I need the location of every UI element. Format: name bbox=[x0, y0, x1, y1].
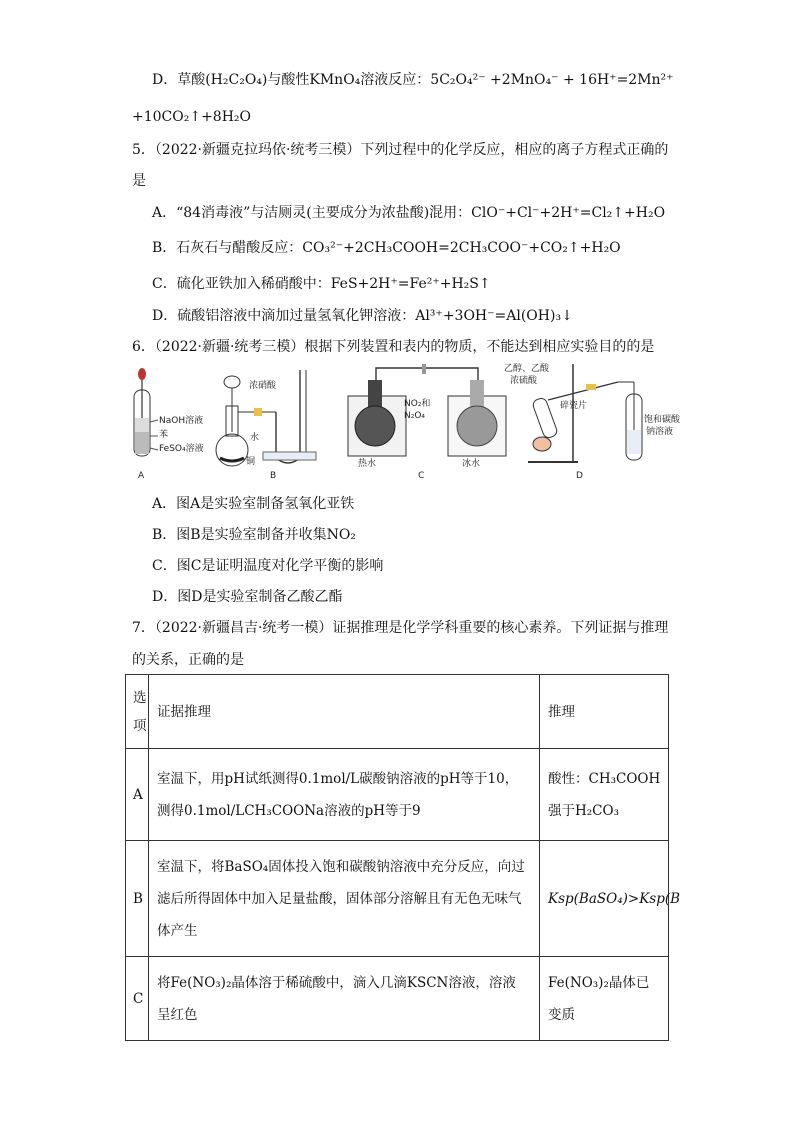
evidence-table bbox=[125, 674, 681, 1041]
row-b-inference: Ksp(BaSO₄)>Ksp(B bbox=[540, 841, 669, 957]
label-water: 水 bbox=[250, 433, 260, 443]
row-b-evidence-line: 体产生 bbox=[157, 922, 198, 939]
label-c: C bbox=[418, 471, 425, 481]
header-option: 选项 bbox=[126, 675, 149, 749]
label-ice-water: 冰水 bbox=[462, 459, 481, 469]
row-c-inference-line: Fe(NO₃)₂晶体已 bbox=[548, 974, 650, 991]
row-c-evidence-line: 将Fe(NO₃)₂晶体溶于稀硫酸中，滴入几滴KSCN溶液，溶液 bbox=[157, 974, 516, 991]
delivery-tube bbox=[548, 382, 618, 400]
flask-hot bbox=[355, 406, 395, 446]
alcohol-lamp bbox=[533, 437, 551, 451]
header-evidence: 证据推理 bbox=[149, 675, 540, 749]
row-a-inference-line: 强于H₂CO₃ bbox=[548, 802, 619, 819]
label-hot-water: 热水 bbox=[358, 459, 377, 469]
label-ethanol-acid: 乙醇、乙酸 bbox=[504, 364, 550, 374]
row-a-inference-line: 酸性：CH₃COOH bbox=[548, 770, 661, 787]
apparatus-c bbox=[348, 364, 506, 481]
table-header-row bbox=[126, 675, 669, 749]
header-inference: 推理 bbox=[540, 675, 669, 749]
q6-option-c: C．图C是证明温度对化学平衡的影响 bbox=[152, 558, 384, 574]
row-c-inference-line: 变质 bbox=[548, 1006, 575, 1023]
label-a: A bbox=[138, 471, 145, 481]
q5-option-c: C．硫化亚铁加入稀硝酸中：FeS+2H⁺=Fe²⁺+H₂S↑ bbox=[152, 276, 491, 292]
row-b-option: B bbox=[126, 841, 149, 957]
row-a-evidence-line: 室温下，用pH试纸测得0.1mol/L碳酸钠溶液的pH等于10， bbox=[157, 770, 519, 787]
row-a-inference bbox=[540, 749, 669, 841]
row-b-evidence-line: 滤后所得固体中加入足量盐酸，固体部分溶解且有无色无味气 bbox=[157, 890, 522, 907]
row-c-evidence bbox=[149, 957, 540, 1041]
apparatus-b bbox=[216, 370, 316, 481]
apparatus-d bbox=[504, 362, 681, 481]
row-b-evidence-line: 室温下，将BaSO₄固体投入饱和碳酸钠溶液中充分反应，向过 bbox=[157, 858, 525, 875]
row-c-option: C bbox=[126, 957, 149, 1041]
apparatus-diagram bbox=[128, 360, 681, 484]
separatory-funnel bbox=[224, 376, 240, 388]
apparatus-a bbox=[134, 368, 204, 481]
q6-stem: 6．（2022·新疆·统考三模）根据下列装置和表内的物质，不能达到相应实验目的的是 bbox=[132, 339, 655, 355]
label-n2o4: N₂O₄ bbox=[404, 411, 426, 421]
label-copper: 铜 bbox=[246, 457, 256, 467]
q4-option-d-line1: D．草酸(H₂C₂O₄)与酸性KMnO₄溶液反应：5C₂O₄²⁻ +2MnO₄⁻ + 16H⁺=2Mn²⁺ bbox=[152, 72, 674, 88]
q5-stem-line1: 5．（2022·新疆克拉玛依·统考三模）下列过程中的化学反应，相应的离子方程式正确的 bbox=[132, 142, 669, 158]
label-feso4: FeSO₄溶液 bbox=[159, 444, 204, 454]
q5-option-b: B．石灰石与醋酸反应：CO₃²⁻+2CH₃COOH=2CH₃COO⁻+CO₂↑+H₂O bbox=[152, 240, 621, 256]
flask-cold bbox=[457, 406, 497, 446]
label-h2so4: 浓硫酸 bbox=[510, 376, 538, 386]
q7-stem-line2: 的关系，正确的是 bbox=[132, 652, 244, 668]
q6-option-d: D．图D是实验室制备乙酸乙酯 bbox=[152, 589, 343, 605]
row-c-inference bbox=[540, 957, 669, 1041]
q5-option-a: A．“84消毒液”与洁厕灵(主要成分为浓盐酸)混用：ClO⁻+Cl⁻+2H⁺=Cl₂↑+H₂O bbox=[152, 205, 666, 221]
label-naoh: NaOH溶液 bbox=[159, 416, 204, 426]
table-row bbox=[126, 957, 669, 1041]
row-c-evidence-line: 呈红色 bbox=[157, 1006, 198, 1023]
q6-option-b: B．图B是实验室制备并收集NO₂ bbox=[152, 527, 356, 543]
row-b-evidence bbox=[149, 841, 540, 957]
label-sat-carbonate: 饱和碳酸 bbox=[644, 415, 681, 425]
q6-option-a: A．图A是实验室制备氢氧化亚铁 bbox=[152, 496, 355, 512]
label-sodium-solution: 钠溶液 bbox=[646, 427, 674, 437]
q5-option-d: D．硫酸铝溶液中滴加过量氢氧化钾溶液：Al³⁺+3OH⁻=Al(OH)₃↓ bbox=[152, 308, 573, 324]
label-conc-nitric: 浓硝酸 bbox=[249, 381, 277, 391]
label-d: D bbox=[576, 471, 583, 481]
label-b: B bbox=[270, 471, 277, 481]
q7-stem-line1: 7．（2022·新疆昌吉·统考一模）证据推理是化学学科重要的核心素养。下列证据与推理 bbox=[132, 620, 669, 636]
row-a-option: A bbox=[126, 749, 149, 841]
u-tube bbox=[276, 370, 300, 463]
q4-option-d-line2: +10CO₂↑+8H₂O bbox=[132, 109, 252, 125]
table-row bbox=[126, 749, 669, 841]
label-no2: NO₂和 bbox=[404, 399, 431, 409]
row-a-evidence bbox=[149, 749, 540, 841]
row-a-evidence-line: 测得0.1mol/LCH₃COONa溶液的pH等于9 bbox=[157, 802, 421, 819]
label-benzene: 苯 bbox=[159, 430, 169, 440]
q5-stem-line2: 是 bbox=[132, 173, 146, 189]
apparatus-figure bbox=[128, 360, 681, 484]
table-row bbox=[126, 841, 669, 957]
label-porcelain: 碎瓷片 bbox=[560, 401, 588, 411]
dropper-bulb bbox=[138, 368, 146, 380]
test-tube-d bbox=[532, 397, 559, 439]
